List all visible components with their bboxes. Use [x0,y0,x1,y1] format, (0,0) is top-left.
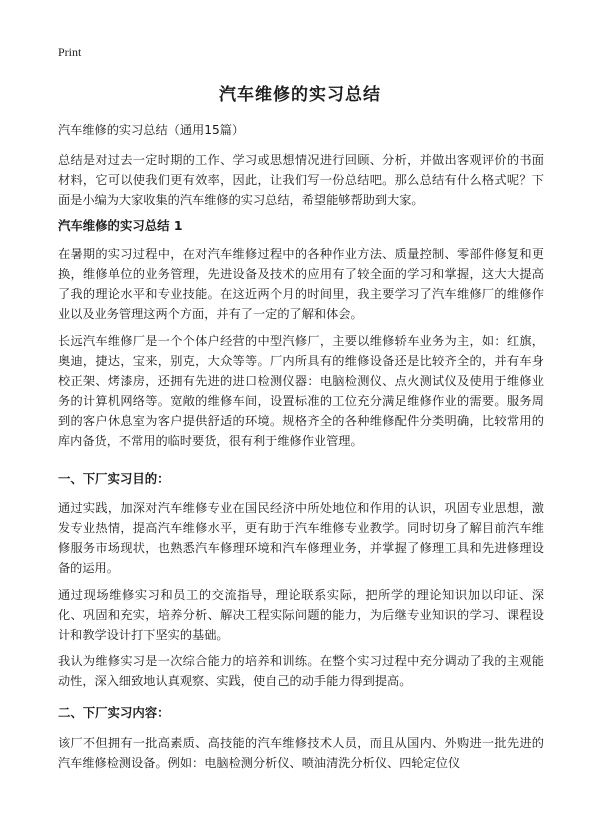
print-link[interactable]: Print [58,45,82,59]
paragraph-4: 通过现场维修实习和员工的交流指导，理论联系实际，把所学的理论知识加以印证、深化、巩固和充实，培养分析、解决工程实际问题的能力，为后继专业知识的学习、课程设计和教学设计打下坚实的基础。 [58,588,544,642]
document-subtitle: 汽车维修的实习总结（通用15篇） [58,123,245,137]
intro-paragraph: 总结是对过去一定时期的工作、学习或思想情况进行回顾、分析，并做出客观评价的书面材料，它可以使我们更有效率，因此，让我们写一份总结吧。那么总结有什么格式呢？下面是小编为大家收集的汽车维修的实习总结，希望能够帮助到大家。 [58,153,544,207]
paragraph-5: 我认为维修实习是一次综合能力的培养和训练。在整个实习过程中充分调动了我的主观能动性，深入细致地认真观察、实践，使自己的动手能力得到提高。 [58,654,544,688]
paragraph-2: 长远汽车维修厂是一个个体户经营的中型汽修厂，主要以维修轿车业务为主，如：红旗，奥迪，捷达，宝来，别克，大众等等。厂内所具有的维修设备还是比较齐全的，并有车身校正架、烤漆房，还拥有先进的进口检测仪器：电脑检测仪、点火测试仪及使用于维修业务的计算机网络等。宽敞的维修车间，设置标准的工位充分满足维修作业的需要。服务周到的客户休息室为客户提供舒适的环境。规格齐全的各种维修配件分类明确，比较常用的库内备货，不常用的临时要货，很有利于维修作业管理。 [58,334,544,448]
paragraph-6: 该厂不但拥有一批高素质、高技能的汽车维修技术人员，而且从国内、外购进一批先进的汽车维修检测设备。例如：电脑检测分析仪、喷油清洗分析仪、四轮定位仪 [58,736,544,770]
heading-purpose: 一、下厂实习目的： [58,471,170,486]
section-heading-1: 汽车维修的实习总结 1 [58,218,183,233]
paragraph-3: 通过实践，加深对汽车维修专业在国民经济中所处地位和作用的认识，巩固专业思想，激发专业热情，提高汽车维修水平，更有助于汽车维修专业教学。同时切身了解目前汽车维修服务市场现状，也熟悉汽车修理环境和汽车修理业务，并掌握了修理工具和先进修理设备的运用。 [58,501,544,575]
paragraph-1: 在暑期的实习过程中，在对汽车维修过程中的各种作业方法、质量控制、零部件修复和更换，维修单位的业务管理，先进设备及技术的应用有了较全面的学习和掌握，这大大提高了我的理论水平和专业技能。在这近两个月的时间里，我主要学习了汽车维修厂的维修作业以及业务管理这两个方面，并有了一定的了解和体会。 [58,247,544,321]
heading-content: 二、下厂实习内容： [58,705,170,720]
document-title: 汽车维修的实习总结 [219,85,381,105]
